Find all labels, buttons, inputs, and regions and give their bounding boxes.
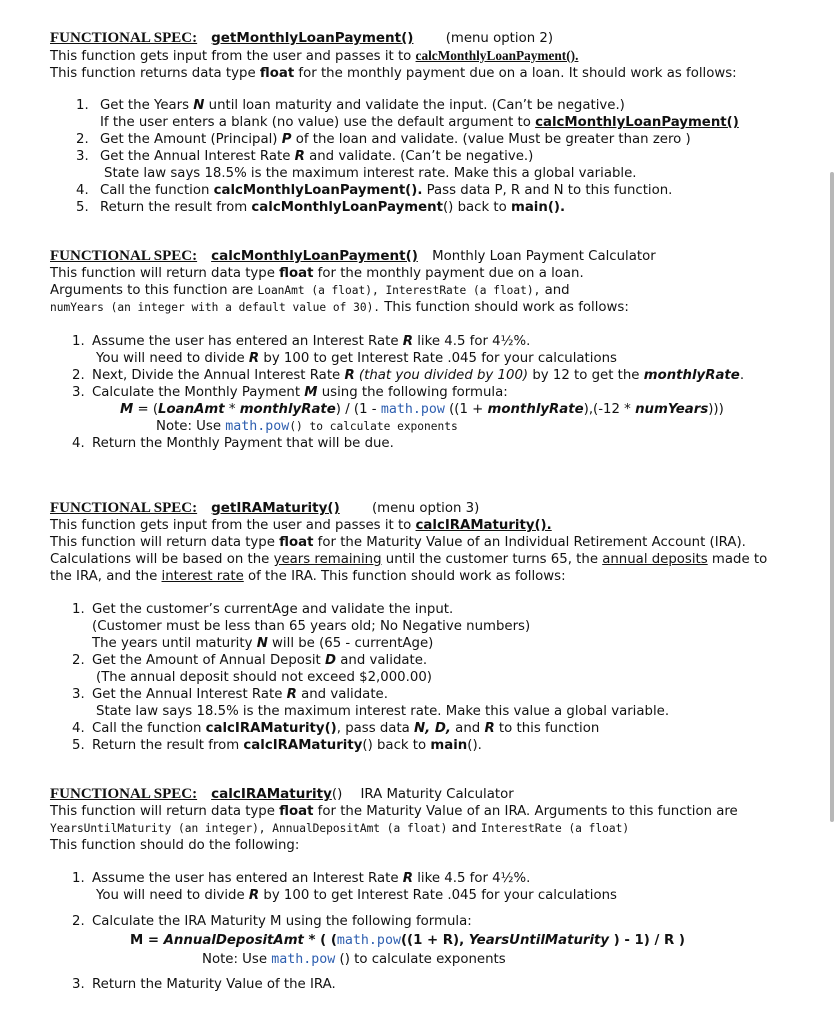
intro-line: Arguments to this function are LoanAmt (a float), InterestRate (a float), and: [50, 283, 570, 298]
heading-label: FUNCTIONAL SPEC:: [50, 500, 198, 516]
function-name: calcIRAMaturity: [211, 786, 332, 802]
steps-list: [50, 870, 810, 993]
heading-label: FUNCTIONAL SPEC:: [50, 248, 198, 264]
spec-section-calc-monthly-loan-payment: [50, 248, 810, 452]
list-item: 2. Get the Amount of Annual Deposit D and validate. (The annual deposit should not exceed $2,000.00): [72, 653, 432, 685]
list-item: 3. Return the Maturity Value of the IRA.: [72, 977, 336, 992]
list-item: 1. Get the customer’s currentAge and validate the input. (Customer must be less than 65 years old; No Negative numbers) The years until maturity N will be (65 - currentAge): [72, 602, 531, 651]
formula-note: Note: Use math.pow() to calculate exponents: [156, 419, 458, 434]
intro-line: This function gets input from the user and passes it to calcMonthlyLoanPayment().: [50, 48, 579, 64]
intro-line: YearsUntilMaturity (an integer), AnnualDepositAmt (a float) and InterestRate (a float): [50, 821, 630, 836]
function-name: getIRAMaturity(): [211, 500, 340, 516]
section-heading: [50, 500, 810, 517]
steps-list: [50, 97, 810, 216]
list-item: 1. Assume the user has entered an Interest Rate R like 4.5 for 4½%. You will need to divide R by 100 to get Interest Rate .045 for your calculations: [72, 871, 617, 903]
section-heading: [50, 248, 810, 265]
intro-line: This function returns data type float for the monthly payment due on a loan. It should work as follows:: [50, 66, 737, 81]
intro-line: This function will return data type float for the Maturity Value of an Individual Retirement Account (IRA).: [50, 535, 746, 550]
list-item: 2. Get the Amount (Principal) P of the loan and validate. (value Must be greater than zero ): [76, 132, 691, 147]
intro-line: Calculations will be based on the years remaining until the customer turns 65, the annual deposits made to: [50, 552, 768, 567]
heading-note: Monthly Loan Payment Calculator: [432, 249, 656, 264]
list-item: 4. Call the function calcIRAMaturity(), pass data N, D, and R to this function: [72, 721, 600, 736]
formula-note: Note: Use math.pow () to calculate exponents: [202, 952, 506, 967]
list-item: 4. Return the Monthly Payment that will be due.: [72, 436, 394, 451]
spec-section-get-ira-maturity: [50, 500, 810, 754]
list-item: 5. Return the result from calcMonthlyLoanPayment() back to main().: [76, 200, 566, 215]
function-name: calcMonthlyLoanPayment(): [211, 248, 418, 264]
list-item: 2. Calculate the IRA Maturity M using the following formula: M = AnnualDepositAmt * ( (math.pow((1 + R), YearsUntilMaturity ) - 1) / R ) Note: Use math.pow () to calculate exponents: [50, 913, 810, 968]
heading-note: (menu option 2): [445, 31, 554, 46]
list-item: 4. Call the function calcMonthlyLoanPayment(). Pass data P, R and N to this function.: [76, 183, 673, 198]
steps-list: [50, 601, 810, 754]
list-item: 5. Return the result from calcIRAMaturity() back to main().: [72, 738, 482, 753]
intro-line: This function gets input from the user and passes it to calcIRAMaturity().: [50, 518, 552, 533]
list-item: 1. Get the Years N until loan maturity and validate the input. (Can’t be negative.) If the user enters a blank (no value) use the default argument to calcMonthlyLoanPayment(): [76, 98, 739, 130]
heading-label: FUNCTIONAL SPEC:: [50, 786, 198, 802]
section-heading: FUNCTIONAL SPEC: calcIRAMaturity() IRA Maturity Calculator: [50, 786, 514, 802]
spec-section-get-monthly-loan-payment: [50, 30, 810, 216]
vertical-scrollbar[interactable]: [830, 172, 834, 822]
function-name: getMonthlyLoanPayment(): [211, 30, 414, 46]
list-item: 2. Next, Divide the Annual Interest Rate R (that you divided by 100) by 12 to get the monthlyRate.: [72, 368, 745, 383]
intro-line: This function should do the following:: [50, 838, 300, 853]
section-heading: [50, 30, 810, 47]
heading-label: FUNCTIONAL SPEC:: [50, 30, 198, 46]
ira-maturity-formula: M = AnnualDepositAmt * ( (math.pow((1 + R), YearsUntilMaturity ) - 1) / R ): [130, 933, 685, 948]
heading-note: IRA Maturity Calculator: [360, 787, 514, 802]
list-item: 1. Assume the user has entered an Interest Rate R like 4.5 for 4½%. You will need to divide R by 100 to get Interest Rate .045 for your calculations: [72, 334, 617, 366]
list-item: 3. Get the Annual Interest Rate R and validate. (Can’t be negative.) State law says 18.5% is the maximum interest rate. Make this a global variable.: [76, 149, 637, 181]
list-item: 3. Calculate the Monthly Payment M using the following formula: M = (LoanAmt * monthlyRate) / (1 - math.pow ((1 + monthlyRate),(-12 * numYears))) Note: Use math.pow() to calculate exponents: [50, 384, 810, 435]
loan-payment-formula: M = (LoanAmt * monthlyRate) / (1 - math.pow ((1 + monthlyRate),(-12 * numYears))): [120, 402, 724, 417]
intro-line: This function will return data type float for the monthly payment due on a loan.: [50, 266, 584, 281]
list-item: 3. Get the Annual Interest Rate R and validate. State law says 18.5% is the maximum interest rate. Make this value a global variable.: [72, 687, 670, 719]
intro-line: This function will return data type float for the Maturity Value of an IRA. Arguments to this function are: [50, 804, 738, 819]
steps-list: [50, 333, 810, 452]
spec-section-calc-ira-maturity: [50, 786, 810, 993]
heading-note: (menu option 3): [371, 501, 480, 516]
intro-line: the IRA, and the interest rate of the IRA. This function should work as follows:: [50, 569, 566, 584]
intro-line: numYears (an integer with a default value of 30). This function should work as follows:: [50, 300, 629, 315]
